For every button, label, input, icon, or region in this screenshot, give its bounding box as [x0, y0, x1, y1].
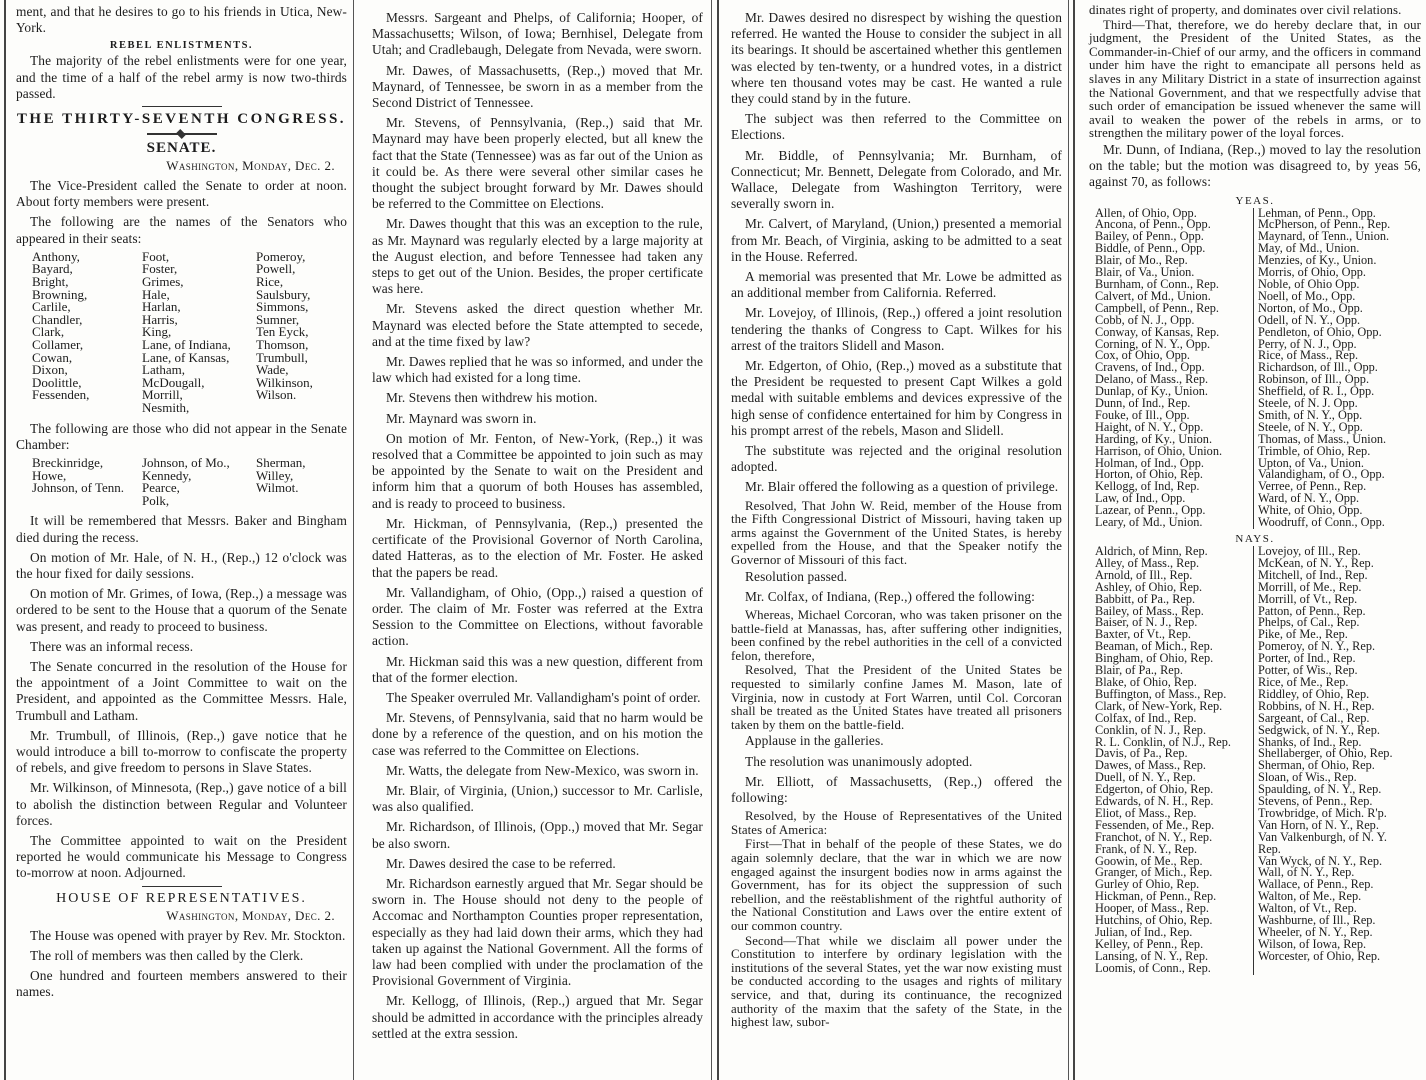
name-entry: McDougall, [142, 374, 205, 390]
name-entry: Fessenden, [32, 387, 90, 403]
name-entry: Willey, [256, 467, 294, 483]
name-entry: Sheffield, of R. I., Opp. [1253, 386, 1421, 398]
name-entry: Perry, of N. J., Opp. [1253, 339, 1421, 351]
name-entry: Patton, of Penn., Rep. [1253, 606, 1421, 618]
name-entry: Calvert, of Md., Union. [1095, 288, 1211, 303]
name-entry: Hickman, of Penn., Rep. [1095, 889, 1217, 904]
name-entry: Upton, of Va., Union. [1253, 458, 1421, 470]
name-entry: Lane, of Indiana, [142, 336, 231, 352]
name-entry: Ten Eyck, [256, 324, 309, 340]
paragraph-hickman-new-question: Mr. Hickman said this was a new question, different from that of the former election. [372, 653, 703, 685]
name-entry: Carlile, [32, 299, 71, 315]
name-entry: Chandler, [32, 311, 83, 327]
senators-present-list [16, 248, 347, 415]
name-entry: Franchot, of N. Y., Rep. [1095, 829, 1213, 844]
yeas-list [1089, 205, 1421, 530]
paragraph-vallandigham-order: Mr. Vallandigham, of Ohio, (Opp.,) raised a question of order. The claim of Mr. Foster was referred at the Extra Session to the Committee on Elections, without favorable action. [372, 584, 703, 649]
name-entry: Lovejoy, of Ill., Rep. [1253, 546, 1421, 558]
name-entry: Fouke, of Ill., Opp. [1095, 407, 1190, 422]
name-entry: Collamer, [32, 336, 84, 352]
name-entry: Hooper, of Mass., Rep. [1095, 901, 1209, 916]
paragraph-blair-privilege: Mr. Blair offered the following as a question of privilege. [745, 479, 1059, 495]
paragraph-stevens-question: Mr. Stevens asked the direct question whether Mr. Maynard was elected before the State attempted to secede, and at the time fixed by law? [372, 301, 703, 349]
paragraph-unanimously-adopted: The resolution was unanimously adopted. [745, 753, 973, 769]
paragraph-stevens-reference: Mr. Stevens, of Pennsylvania, said that no harm would be done by a reference of the question, and on his motion the case was referred to the Committee on Elections. [372, 710, 703, 758]
paragraph-dawes-disrespect: Mr. Dawes desired no disrespect by wishing the question referred. He wanted the House to consider the subject in all its bearings. It should be ascertained whether this gentlemen was elected by ten-twenty, or a hundred votes, in a district where ten thousand votes may be cast. He wanted a rule they could stand by in the future. [731, 10, 1062, 107]
name-entry: Woodruff, of Conn., Opp. [1253, 517, 1421, 529]
name-entry: Rice, of Mass., Rep. [1253, 350, 1421, 362]
name-entry: Babbitt, of Pa., Rep. [1095, 591, 1196, 606]
name-entry: Clark, of New-York, Rep. [1095, 698, 1223, 713]
name-entry: Van Horn, of N. Y., Rep. [1253, 820, 1421, 832]
paragraph-members-answered: One hundred and fourteen members answered to their names. [16, 968, 347, 1000]
name-entry: Dixon, [32, 362, 68, 378]
name-entry: Lazear, of Penn., Opp. [1095, 503, 1206, 518]
name-entry: Phelps, of Cal., Rep. [1253, 617, 1421, 629]
name-entry: Conklin, of N. J., Rep. [1095, 722, 1207, 737]
name-entry: Gurley of Ohio, Rep. [1095, 877, 1200, 892]
name-entry: Worcester, of Ohio, Rep. [1253, 951, 1421, 963]
name-entry: Van Valkenburgh, of N. Y. [1253, 832, 1421, 844]
name-entry: Stevens, of Penn., Rep. [1253, 796, 1421, 808]
paragraph-sworn: Messrs. Sargeant and Phelps, of California; Hooper, of Massachusetts; Wilson, of Iowa; Bernhisel, Delegate from Utah; and Cradlebaugh, Delegate from Nevada, were sworn. [372, 10, 703, 58]
name-entry: Wallace, of Penn., Rep. [1253, 879, 1421, 891]
name-entry: Trimble, of Ohio, Rep. [1253, 446, 1421, 458]
paragraph-stevens-objection: Mr. Stevens, of Pennsylvania, (Rep.,) said that Mr. Maynard may have been properly elected, but all knew the fact that the State (Tennessee) was as far out of the Union as it could be. As there were several other similar cases he thought the subject brought forward by Mr. Dawes should be referred to the Committee on Elections. [372, 115, 703, 212]
name-entry: Bright, [32, 274, 69, 290]
name-entry: Rice, of Me., Rep. [1253, 677, 1421, 689]
name-entry: Ward, of N. Y., Opp. [1253, 493, 1421, 505]
name-entry: Mitchell, of Ind., Rep. [1253, 570, 1421, 582]
name-entry: Lehman, of Penn., Opp. [1253, 208, 1421, 220]
name-entry: Sloan, of Wis., Rep. [1253, 772, 1421, 784]
paragraph-dawes-refer: Mr. Dawes desired the case to be referred. [386, 855, 616, 871]
paragraph-lovejoy-resolution: Mr. Lovejoy, of Illinois, (Rep.,) offered a joint resolution tendering the thanks of Congress to Capt. Wilkes for his arrest of the traitors Slidell and Mason. [731, 305, 1062, 353]
dateline-senate: Washington, Monday, Dec. 2. [166, 158, 335, 174]
name-entry: Horton, of Ohio, Rep. [1095, 467, 1203, 482]
name-entry: Dunlap, of Ky., Union. [1095, 384, 1208, 399]
paragraph-speaker-overruled: The Speaker overruled Mr. Vallandigham's point of order. [386, 689, 701, 705]
name-entry: Bailey, of Mass., Rep. [1095, 603, 1204, 618]
name-entry: Ancona, of Penn., Opp. [1095, 217, 1211, 232]
name-entry: Morrill, of Me., Rep. [1253, 582, 1421, 594]
name-entry: McPherson, of Penn., Rep. [1253, 219, 1421, 231]
paragraph-second: Second—That while we disclaim all power under the Constitution to interfere by ordinary legislation with the institutions of the several States, yet the war now existing must be conducted according to the usages and rights of military service, and that, during its continuance, the recognized authority of the maxim that the safety of the State, in the highest law, subor- [731, 933, 1062, 1030]
name-entry: Shellaberger, of Ohio, Rep. [1253, 748, 1421, 760]
name-entry: Biddle, of Penn., Opp. [1095, 241, 1206, 256]
paragraph-elliott: Mr. Elliott, of Massachusetts, (Rep.,) offered the following: [731, 773, 1062, 806]
divider [142, 106, 222, 107]
name-entry: Van Wyck, of N. Y., Rep. [1253, 856, 1421, 868]
name-entry: Spaulding, of N. Y., Rep. [1253, 784, 1421, 796]
name-entry: Hale, [142, 286, 170, 302]
name-entry: Valandigham, of O., Opp. [1253, 469, 1421, 481]
name-entry: Blake, of Ohio, Rep. [1095, 674, 1197, 689]
name-entry: Holman, of Ind., Opp. [1095, 455, 1204, 470]
paragraph-roll-call: The roll of members was then called by the Clerk. [30, 947, 304, 963]
paragraph-recess: There was an informal recess. [30, 638, 194, 654]
name-entry: Law, of Ind., Opp. [1095, 491, 1186, 506]
name-entry: Sedgwick, of N. Y., Rep. [1253, 725, 1421, 737]
name-entry: Steele, of N. J. Opp. [1253, 398, 1421, 410]
name-entry: Pendleton, of Ohio, Opp. [1253, 327, 1421, 339]
paragraph-third: Third—That, therefore, we do hereby declare that, in our judgment, the President of the United States, as the Commander-in-Chief of our army, and the officers in command under him have the right to emancipate all persons held as slaves in any Military District in a state of insurrection against the National Government, and that we respectfully advise that such order of emancipation be issued whenever the same will avail to weaken the power of the rebels in arms, or to strengthen the military power of the loyal forces. [1089, 17, 1421, 141]
name-entry: Cox, of Ohio, Opp. [1095, 348, 1190, 363]
paragraph-fenton-motion: On motion of Mr. Fenton, of New-York, (Rep.,) it was resolved that a Committee be appointed to join such as may be appointed by the Senate to wait on the President and inform him that a quorum of both Houses has assembled, and is ready to proceed to business. [372, 430, 703, 511]
paragraph-dawes-exception: Mr. Dawes thought that this was an exception to the rule, as Mr. Maynard was regularly elected by a large majority at the August election, and before Tennessee had taken any steps to get out of the Union. Besides, the proper certificate was here. [372, 216, 703, 297]
name-entry: Hutchins, of Ohio, Rep. [1095, 913, 1213, 928]
paragraph-applause: Applause in the galleries. [745, 733, 884, 749]
name-entry: Norton, of Mo., Opp. [1253, 303, 1421, 315]
name-entry: Kennedy, [142, 467, 192, 483]
name-entry: Smith, of N. Y., Opp. [1253, 410, 1421, 422]
heading-house-of-representatives: HOUSE OF REPRESENTATIVES. [56, 890, 307, 906]
name-entry: Noble, of Ohio Opp. [1253, 279, 1421, 291]
name-entry: Julian, of Ind., Rep. [1095, 925, 1193, 940]
name-entry: Frank, of N. Y., Rep. [1095, 841, 1198, 856]
name-entry: Noell, of Mo., Opp. [1253, 291, 1421, 303]
ornamental-divider [147, 133, 217, 135]
name-entry: Buffington, of Mass., Rep. [1095, 686, 1227, 701]
name-entry: Walton, of Me., Rep. [1253, 891, 1421, 903]
paragraph-rebel-enlistments: The majority of the rebel enlistments were for one year, and the time of a half of the rebel army is now two-thirds passed. [16, 53, 347, 101]
name-entry: Corning, of N. Y., Opp. [1095, 336, 1211, 351]
paragraph-resolved-house: Resolved, by the House of Representatives of the United States of America: [731, 809, 1062, 837]
name-entry: Breckinridge, [32, 454, 104, 470]
name-entry: Harris, [142, 311, 178, 327]
name-entry: Doolittle, [32, 374, 82, 390]
paragraph-dawes-motion: Mr. Dawes, of Massachusetts, (Rep.,) moved that Mr. Maynard, of Tennessee, be sworn in as a member from the Second District of Tennessee. [372, 62, 703, 111]
name-entry: Richardson, of Ill., Opp. [1253, 362, 1421, 374]
paragraph-kellogg-argument: Mr. Kellogg, of Illinois, (Rep.,) argued that Mr. Segar should be admitted in accordance with the principles already settled at the extra session. [372, 993, 703, 1041]
nays-heading: NAYS. [1235, 533, 1275, 546]
name-entry: Dawes, of Mass., Rep. [1095, 758, 1206, 773]
name-entry: Kelley, of Penn., Rep. [1095, 936, 1204, 951]
name-entry: Wheeler, of N. Y., Rep. [1253, 927, 1421, 939]
paragraph-hickman-certificate: Mr. Hickman, of Pennsylvania, (Rep.,) presented the certificate of the Provisional Governor of North Carolina, dated Hatteras, as to the election of Mr. Foster. He asked that the papers be read. [372, 515, 703, 580]
paragraph-dunn-motion: Mr. Dunn, of Indiana, (Rep.,) moved to lay the resolution on the table; but the motion was disagreed to, by yeas 56, against 70, as follows: [1089, 141, 1421, 190]
nays-list [1089, 546, 1421, 975]
name-entry: May, of Md., Union. [1253, 243, 1421, 255]
name-entry: Pomeroy, of N. Y., Rep. [1253, 641, 1421, 653]
name-entry: Granger, of Mich., Rep. [1095, 865, 1213, 880]
name-entry: Potter, of Wis., Rep. [1253, 665, 1421, 677]
name-entry [32, 402, 142, 415]
name-entry: King, [142, 324, 172, 340]
divider [142, 886, 222, 887]
name-entry: Polk, [142, 492, 170, 508]
name-entry: Lansing, of N. Y., Rep. [1095, 948, 1209, 963]
name-entry: Odell, of N. Y., Opp. [1253, 315, 1421, 327]
column-2 [360, 0, 712, 1080]
name-entry [1253, 963, 1421, 975]
yeas-heading: YEAS. [1235, 194, 1275, 207]
name-entry: Cowan, [32, 349, 73, 365]
name-entry: White, of Ohio, Opp. [1253, 505, 1421, 517]
name-entry: Wilkinson, [256, 374, 313, 390]
paragraph-prayer: The House was opened with prayer by Rev. Mr. Stockton. [30, 927, 346, 943]
name-entry: Shanks, of Ind., Rep. [1253, 737, 1421, 749]
name-entry: Wall, of N. Y., Rep. [1253, 867, 1421, 879]
name-entry: Morrill, of Vt., Rep. [1253, 594, 1421, 606]
name-entry: Edwards, of N. H., Rep. [1095, 794, 1214, 809]
paragraph-resolved-mason: Resolved, That the President of the United States be requested to similarly confine James M. Mason, late of Virginia, now in custody at Fort Warren, until Col. Corcoran shall be treated as the United States have treated all prisoners taken by them on the battle-field. [731, 663, 1062, 732]
name-entry: Robbins, of N. H., Rep. [1253, 701, 1421, 713]
name-entry: Latham, [142, 362, 185, 378]
name-entry [256, 495, 347, 508]
name-entry: Blair, of Va., Union. [1095, 265, 1195, 280]
paragraph-calvert-memorial: Mr. Calvert, of Maryland, (Union,) presented a memorial from Mr. Beach, of Virginia, asking to be admitted to a seat in the House. Referred. [731, 216, 1062, 264]
name-entry: Rep. [1253, 844, 1421, 856]
name-entry: Anthony, [32, 248, 80, 264]
name-entry: Grimes, [142, 274, 184, 290]
paragraph-resolution-passed: Resolution passed. [745, 568, 848, 584]
name-entry: Wilmot. [256, 480, 299, 496]
column-1 [4, 0, 354, 1080]
name-entry: Trowbridge, of Mich. R'p. [1253, 808, 1421, 820]
name-entry [32, 495, 142, 508]
column-4 [1073, 0, 1423, 1080]
name-entry: Colfax, of Ind., Rep. [1095, 710, 1197, 725]
name-entry: Trumbull, [256, 349, 308, 365]
name-entry: Leary, of Md., Union. [1095, 515, 1203, 530]
name-entry: Robinson, of Ill., Opp. [1253, 374, 1421, 386]
name-entry: Allen, of Ohio, Opp. [1095, 205, 1197, 220]
name-entry: Blair, of Mo., Rep. [1095, 253, 1188, 268]
name-entry [256, 402, 347, 415]
dateline-house: Washington, Monday, Dec. 2. [166, 907, 335, 923]
paragraph-substitute-rejected: The substitute was rejected and the original resolution adopted. [731, 443, 1062, 475]
name-entry: Riddley, of Ohio, Rep. [1253, 689, 1421, 701]
name-entry: Cobb, of N. J., Opp. [1095, 312, 1195, 327]
name-entry: Burnham, of Conn., Rep. [1095, 276, 1219, 291]
paragraph-vice-president: The Vice-President called the Senate to order at noon. About forty members were present. [16, 178, 347, 210]
name-entry: Fessenden, of Me., Rep. [1095, 817, 1215, 832]
paragraph-senators-absent-intro: The following are those who did not appear in the Senate Chamber: [16, 420, 347, 452]
paragraph-biddle-sworn: Mr. Biddle, of Pennsylvania; Mr. Burnham, of Connecticut; Mr. Bennett, Delegate from Colorado, and Mr. Wallace, Delegate from Washington Territory, were severally sworn in. [731, 147, 1062, 212]
name-entry: Steele, of N. Y., Opp. [1253, 422, 1421, 434]
name-entry: Harding, of Ky., Union. [1095, 431, 1213, 446]
name-entry: Pearce, [142, 480, 180, 496]
name-entry: Conway, of Kansas, Rep. [1095, 324, 1220, 339]
name-entry: Haight, of N. Y., Opp. [1095, 419, 1204, 434]
name-entry: Arnold, of Ill., Rep. [1095, 567, 1193, 582]
name-entry: Walton, of Vt., Rep. [1253, 903, 1421, 915]
paragraph-richardson-motion: Mr. Richardson, of Illinois, (Opp.,) moved that Mr. Segar be also sworn. [372, 819, 703, 851]
name-entry: Pike, of Me., Rep. [1253, 629, 1421, 641]
name-entry: Baiser, of N. J., Rep. [1095, 615, 1198, 630]
name-entry: Morris, of Ohio, Opp. [1253, 267, 1421, 279]
name-entry: Sargeant, of Cal., Rep. [1253, 713, 1421, 725]
name-entry: Porter, of Ind., Rep. [1253, 653, 1421, 665]
name-entry: Edgerton, of Ohio, Rep. [1095, 782, 1214, 797]
paragraph-dawes-reply: Mr. Dawes replied that he was so informed, and under the law which had existed for a long time. [372, 354, 703, 386]
name-entry: R. L. Conklin, of N.J., Rep. [1095, 734, 1231, 749]
name-entry: Foster, [142, 261, 178, 277]
name-entry: Kellogg, of Ind, Rep. [1095, 479, 1200, 494]
name-entry: Dunn, of Ind., Rep. [1095, 396, 1191, 411]
name-entry: Ashley, of Ohio, Rep. [1095, 579, 1203, 594]
paragraph-trumbull: Mr. Trumbull, of Illinois, (Rep.,) gave notice that he would introduce a bill to-morrow to confiscate the property of rebels, and give freedom to persons in Slave States. [16, 727, 347, 776]
paragraph-senators-present-intro: The following are the names of the Senators who appeared in their seats: [16, 214, 347, 246]
paragraph-committee-report: The Committee appointed to wait on the President reported he would communicate his Message to Congress to-morrow at noon. Adjourned. [16, 832, 347, 881]
name-entry: Beaman, of Mich., Rep. [1095, 639, 1213, 654]
name-entry: Foot, [142, 248, 170, 264]
paragraph-maynard-sworn: Mr. Maynard was sworn in. [386, 410, 537, 426]
paragraph-lowe-memorial: A memorial was presented that Mr. Lowe be admitted as an additional member from California. Referred. [731, 269, 1062, 301]
name-entry: Thomson, [256, 336, 309, 352]
paragraph-continued: ment, and that he desires to go to his friends in Utica, New-York. [16, 4, 347, 36]
name-entry: Baxter, of Vt., Rep. [1095, 627, 1191, 642]
name-entry: Alley, of Mass., Rep. [1095, 555, 1200, 570]
name-entry: Sherman, of Ohio, Rep. [1253, 760, 1421, 772]
paragraph-subject-referred: The subject was then referred to the Committee on Elections. [731, 111, 1062, 143]
paragraph-reid-resolution: Resolved, That John W. Reid, member of the House from the Fifth Congressional District of Missouri, having taken up arms against the Government of the United States, is hereby expelled from the House, and that the Speaker notify the Governor of Missouri of this fact. [731, 498, 1062, 568]
name-entry: Harlan, [142, 299, 181, 315]
name-entry: Menzies, of Ky., Union. [1253, 255, 1421, 267]
paragraph-whereas-corcoran: Whereas, Michael Corcoran, who was taken prisoner on the battle-field at Manassas, has, after suffering other indignities, been confined by the rebel authorities in the cell of a convicted felon, therefore, [731, 608, 1062, 663]
name-entry: Wilson. [256, 387, 297, 403]
paragraph-baker-bingham: It will be remembered that Messrs. Baker and Bingham died during the recess. [16, 513, 347, 545]
name-entry: Simmons, [256, 299, 309, 315]
name-entry: Browning, [32, 286, 88, 302]
paragraph-hale-motion: On motion of Mr. Hale, of N. H., (Rep.,) 12 o'clock was the hour fixed for daily sessions. [16, 549, 347, 581]
name-entry: Bingham, of Ohio, Rep. [1095, 651, 1214, 666]
name-entry: Sumner, [256, 311, 300, 327]
senators-absent-list [16, 454, 347, 508]
name-entry: Duell, of N. Y., Rep. [1095, 770, 1196, 785]
name-entry: Delano, of Mass., Rep. [1095, 372, 1209, 387]
name-entry: Bailey, of Penn., Opp. [1095, 229, 1204, 244]
name-entry: Eliot, of Mass., Rep. [1095, 805, 1197, 820]
name-entry: Clark, [32, 324, 65, 340]
paragraph-blair-qualified: Mr. Blair, of Virginia, (Union,) successor to Mr. Carlisle, was also qualified. [372, 782, 703, 815]
name-entry: Johnson, of Tenn. [32, 480, 125, 496]
name-entry: Loomis, of Conn., Rep. [1095, 960, 1211, 975]
paragraph-wilkinson: Mr. Wilkinson, of Minnesota, (Rep.,) gave notice of a bill to abolish the distinction between Regular and Volunteer forces. [16, 780, 347, 828]
paragraph-edgerton-substitute: Mr. Edgerton, of Ohio, (Rep.,) moved as a substitute that the President be requested to present Capt Wilkes a gold medal with suitable emblems and devices expressive of the high sense of confidence entertained for him by Congress in his prompt arrest of the rebels, Mason and Slidell. [731, 358, 1062, 438]
column-3 [717, 0, 1069, 1080]
name-entry: Sherman, [256, 454, 306, 470]
name-entry: Harrison, of Ohio, Union. [1095, 443, 1223, 458]
name-entry: Cravens, of Ind., Opp. [1095, 360, 1205, 375]
paragraph-continued: dinates right of property, and dominates over civil relations. [1089, 3, 1402, 17]
name-entry: Johnson, of Mo., [142, 454, 230, 470]
name-entry: Aldrich, of Minn, Rep. [1095, 544, 1208, 559]
name-entry: Pomeroy, [256, 248, 306, 264]
name-entry: Bayard, [32, 261, 73, 277]
paragraph-first: First—That in behalf of the people of these States, we do again solemnly declare, that the war in which we are now engaged against the insurgent bodies now in arms against the Government, has for its object the suppression of such rebellion, and the reëstablishment of the rightful authority of the National Constitution and Laws over the entire extent of our common country. [731, 837, 1062, 933]
paragraph-grimes-motion: On motion of Mr. Grimes, of Iowa, (Rep.,) a message was ordered to be sent to the House that a quorum of the Senate was present, and ready to proceed to business. [16, 586, 347, 634]
name-entry: Lane, of Kansas, [142, 349, 230, 365]
name-entry: Powell, [256, 261, 296, 277]
name-entry: Howe, [32, 467, 67, 483]
name-entry: Davis, of Pa., Rep. [1095, 746, 1188, 761]
name-entry: Nesmith, [142, 399, 190, 415]
paragraph-richardson-argument: Mr. Richardson earnestly argued that Mr. Segar should be sworn in. The House should not deny to the people of Accomac and Northampton Counties proper representation, especially as they had laid down their arms, which they had taken up against the National Government. All the forms of law had been complied with under the proclamation of the Provisional Government of Virginia. [372, 875, 703, 989]
name-entry: Wade, [256, 362, 289, 378]
name-entry: Washburne, of Ill., Rep. [1253, 915, 1421, 927]
name-entry: Thomas, of Mass., Union. [1253, 434, 1421, 446]
name-entry: Morrill, [142, 387, 183, 403]
name-entry: Verree, of Penn., Rep. [1253, 481, 1421, 493]
heading-rebel-enlistments: REBEL ENLISTMENTS. [109, 40, 254, 52]
paragraph-stevens-withdrew: Mr. Stevens then withdrew his motion. [386, 390, 598, 406]
name-entry: Saulsbury, [256, 286, 311, 302]
name-entry: McKean, of N. Y., Rep. [1253, 558, 1421, 570]
name-entry: Campbell, of Penn., Rep. [1095, 300, 1219, 315]
name-entry: Wilson, of Iowa, Rep. [1253, 939, 1421, 951]
name-entry: Maynard, of Tenn., Union. [1253, 231, 1421, 243]
name-entry: Rice, [256, 274, 284, 290]
paragraph-joint-committee: The Senate concurred in the resolution of the House for the appointment of a Joint Committee to wait on the President, and appointed as the Committee Messrs. Hale, Trumbull and Latham. [16, 658, 347, 723]
name-entry: Goowin, of Me., Rep. [1095, 853, 1203, 868]
name-entry: Blair, of Pa., Rep. [1095, 663, 1183, 678]
heading-thirty-seventh-congress: THE THIRTY-SEVENTH CONGRESS. [16, 111, 347, 128]
paragraph-colfax: Mr. Colfax, of Indiana, (Rep.,) offered the following: [745, 588, 1036, 604]
paragraph-watts-sworn: Mr. Watts, the delegate from New-Mexico, was sworn in. [386, 762, 699, 778]
heading-senate: SENATE. [146, 140, 217, 157]
